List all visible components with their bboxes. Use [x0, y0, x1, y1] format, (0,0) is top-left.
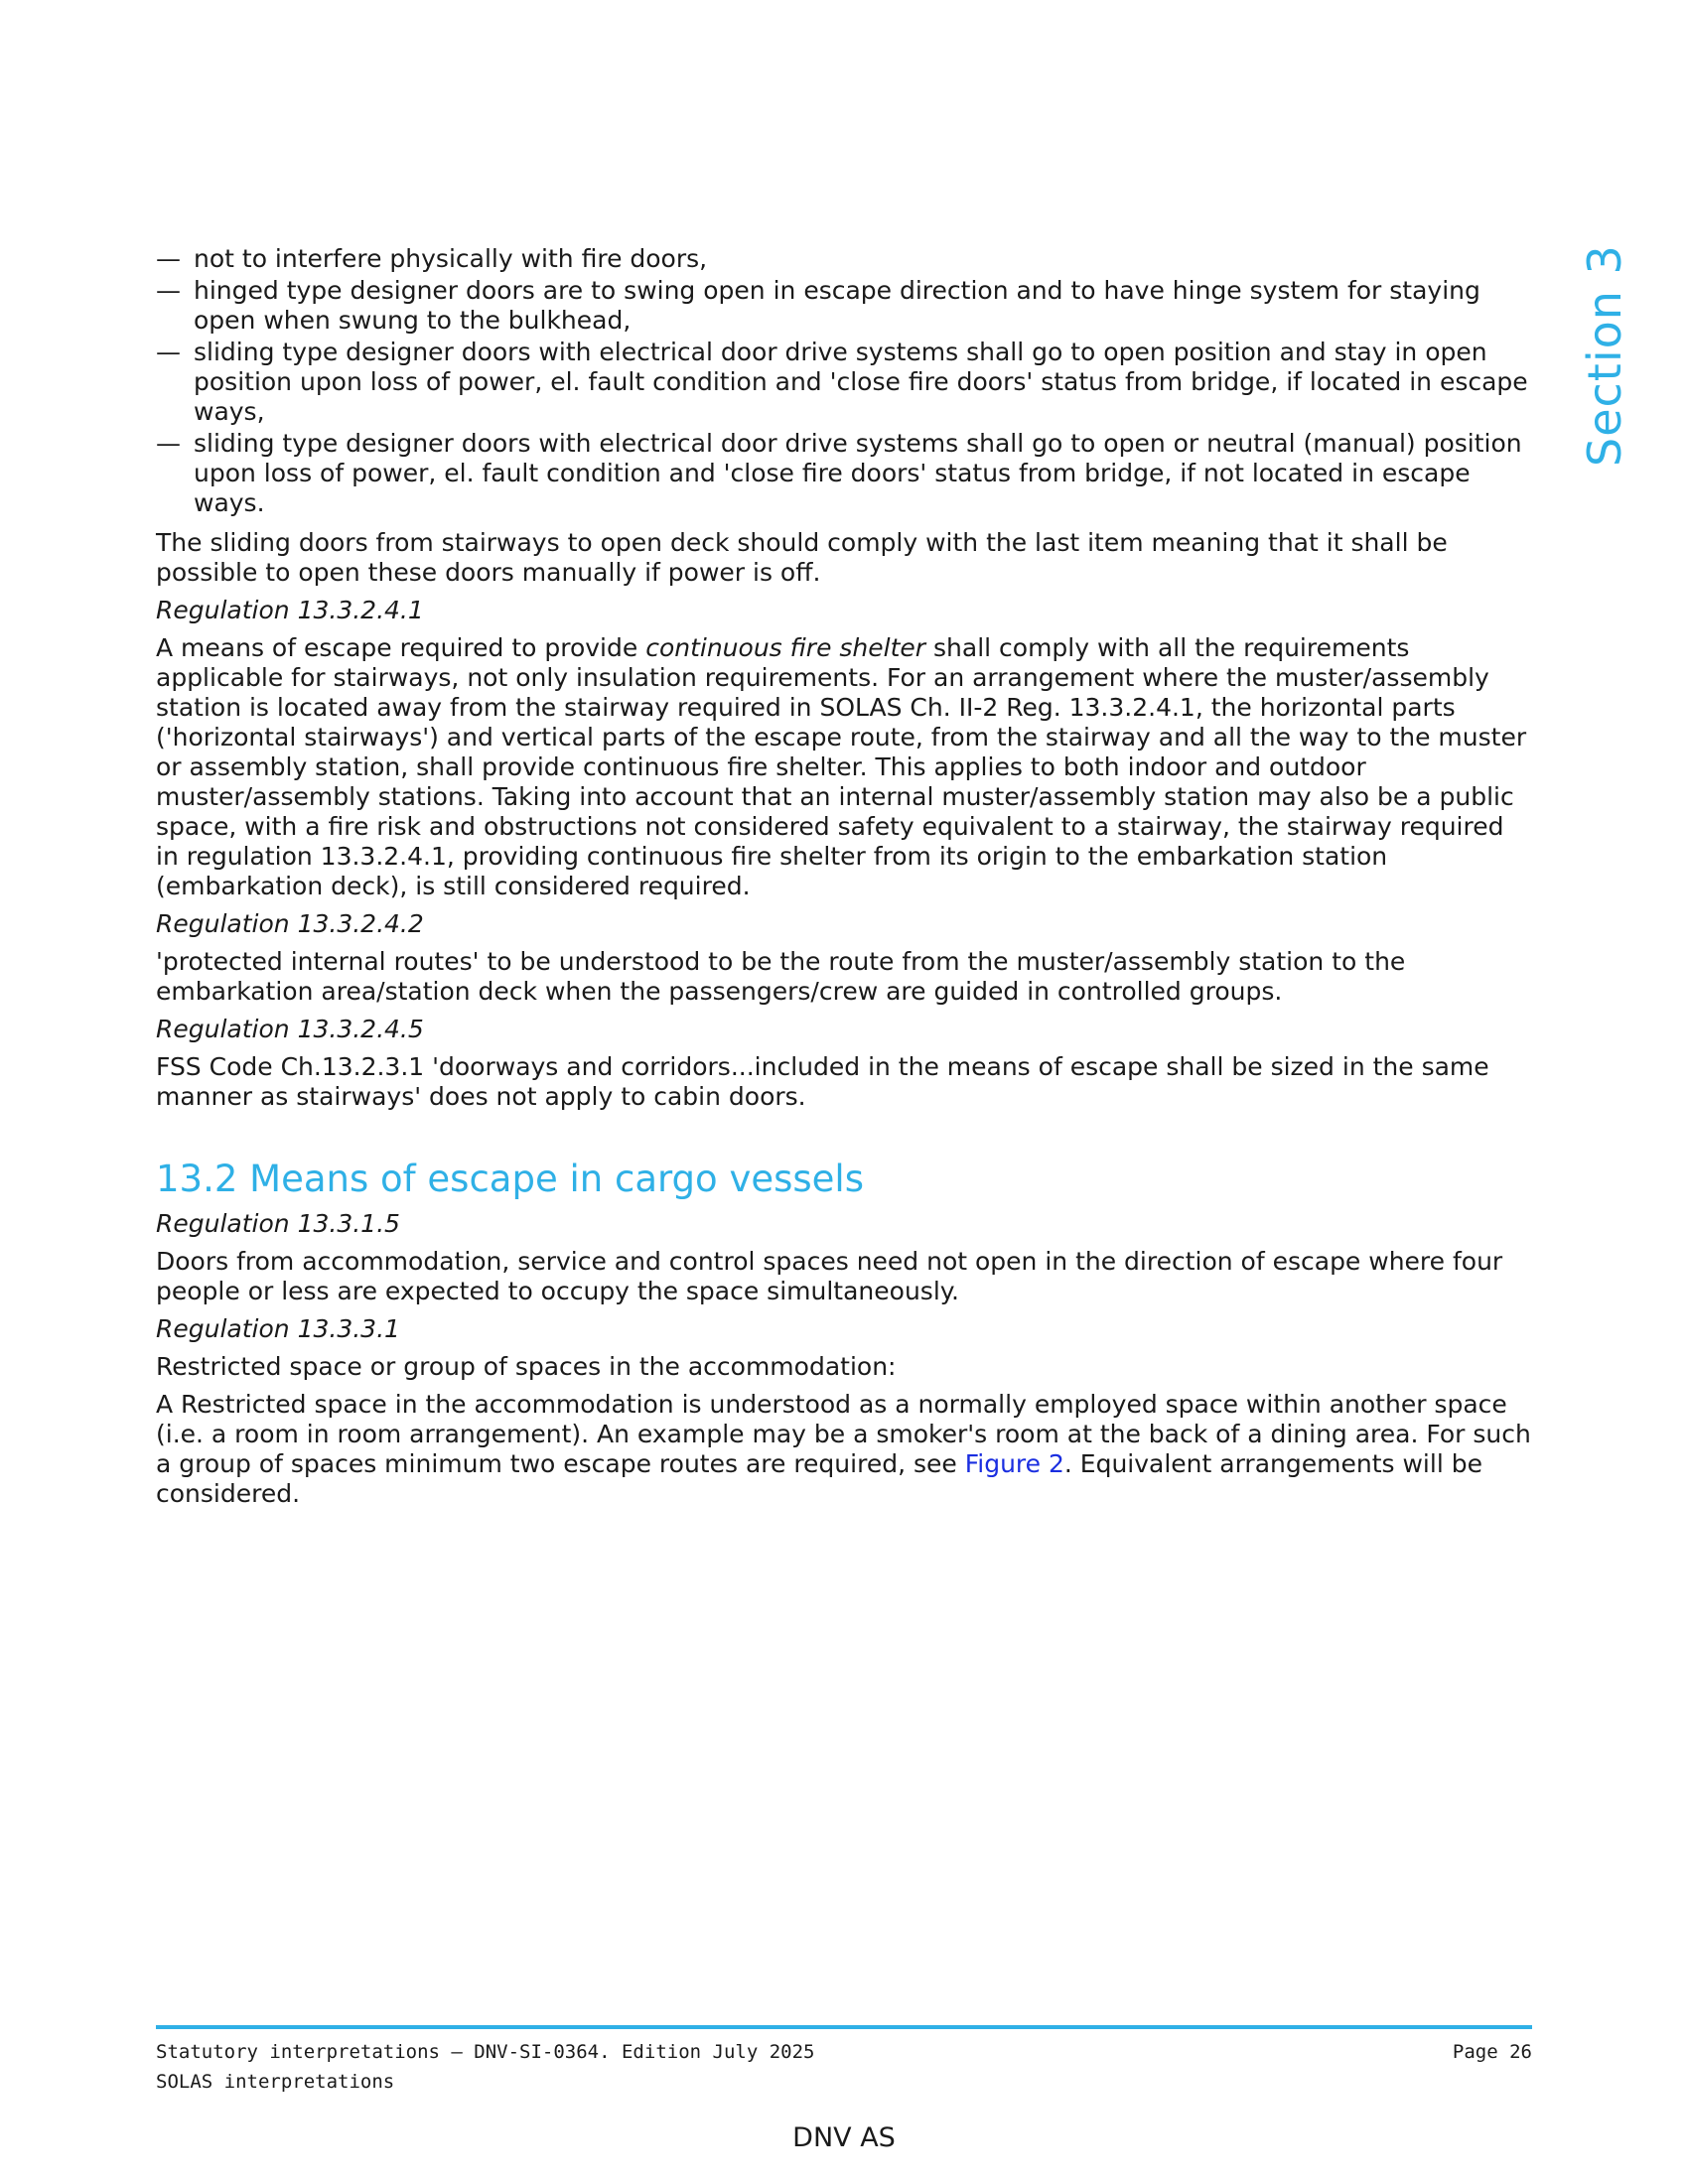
regulation-text-part: A means of escape required to provide — [156, 633, 646, 662]
bullet-dash: — — [156, 338, 181, 366]
list-item — [156, 276, 1531, 336]
regulation-heading: Regulation 13.3.2.4.1 — [156, 596, 424, 624]
footer-title: Statutory interpretations — DNV-SI-0364. Edition July 2025 — [156, 2041, 815, 2063]
footer-divider — [156, 2025, 1532, 2029]
bullet-dash: — — [156, 276, 181, 305]
regulation-heading: Regulation 13.3.2.4.2 — [156, 909, 424, 938]
regulation-text-part: shall comply with all the requirements applicable for stairways, not only insulation requirements. For an arrangement where the muster/assembly station is located away from the stairway required in SOLAS Ch. II-2 Reg. 13.3.2.4.1, the horizontal parts ('horizontal stairways') and vertical parts of the escape route, from the stairway and all the way to the muster or assembly station, shall provide continuous fire shelter. This applies to both indoor and outdoor muster/assembly stations. Taking into account that an internal muster/assembly station may also be a public space, with a fire risk and obstructions not considered safety equivalent to a stairway, the stairway required in regulation 13.3.2.4.1, providing continuous fire shelter from its origin to the embarkation station (embarkation deck), is still considered required. — [156, 633, 1527, 900]
regulation-heading: Regulation 13.3.1.5 — [156, 1209, 400, 1238]
figure-2-link[interactable]: Figure 2 — [964, 1449, 1064, 1478]
bullet-dash: — — [156, 244, 181, 273]
list-item-text: hinged type designer doors are to swing open in escape direction and to have hinge system for staying open when swung to the bulkhead, — [194, 276, 1480, 335]
list-item-text: not to interfere physically with fire doors, — [194, 244, 708, 273]
regulation-text — [156, 633, 1531, 901]
regulation-text: FSS Code Ch.13.2.3.1 'doorways and corridors...included in the means of escape shall be sized in the same manner as stairways' does not apply to cabin doors. — [156, 1052, 1489, 1111]
list-item — [156, 244, 1531, 274]
list-item — [156, 429, 1531, 518]
regulation-heading: Regulation 13.3.3.1 — [156, 1314, 400, 1343]
list-item — [156, 338, 1531, 427]
sliding-doors-note: The sliding doors from stairways to open deck should comply with the last item meaning that it shall be possible to open these doors manually if power is off. — [156, 528, 1448, 587]
regulation-text-part: A Restricted space in the accommodation is understood as a normally employed space within another space (i.e. a room in room arrangement). An example may be a smoker's room at the back of a dining area. For such a group of spaces minimum two escape routes are required, see — [156, 1390, 1531, 1478]
section-heading: 13.2 Means of escape in cargo vessels — [156, 1158, 864, 1200]
section-tab-label: Section 3 — [1578, 244, 1631, 467]
footer-subtitle: SOLAS interpretations — [156, 2071, 395, 2093]
main-content — [156, 244, 1531, 1517]
regulation-text — [156, 1390, 1531, 1509]
footer-document-info — [156, 2037, 814, 2097]
regulation-intro: Restricted space or group of spaces in the accommodation: — [156, 1352, 897, 1381]
page-number: Page 26 — [1452, 2041, 1532, 2063]
regulation-text: 'protected internal routes' to be understood to be the route from the muster/assembly station to the embarkation area/station deck when the passengers/crew are guided in controlled groups. — [156, 947, 1406, 1006]
list-item-text: sliding type designer doors with electrical door drive systems shall go to open position and stay in open position upon loss of power, el. fault condition and 'close fire doors' status from bridge, if located in escape ways, — [194, 338, 1528, 426]
regulation-text-part: . Equivalent arrangements will be considered. — [156, 1449, 1482, 1508]
regulation-text: Doors from accommodation, service and control spaces need not open in the direction of escape where four people or less are expected to occupy the space simultaneously. — [156, 1247, 1503, 1305]
requirements-list — [156, 244, 1531, 518]
emphasis-text: continuous fire shelter — [645, 633, 926, 662]
regulation-heading: Regulation 13.3.2.4.5 — [156, 1015, 424, 1043]
company-name: DNV AS — [792, 2122, 896, 2153]
list-item-text: sliding type designer doors with electrical door drive systems shall go to open or neutral (manual) position upon loss of power, el. fault condition and 'close fire doors' status from bridge, if not located in escape ways. — [194, 429, 1522, 517]
bullet-dash: — — [156, 429, 181, 458]
